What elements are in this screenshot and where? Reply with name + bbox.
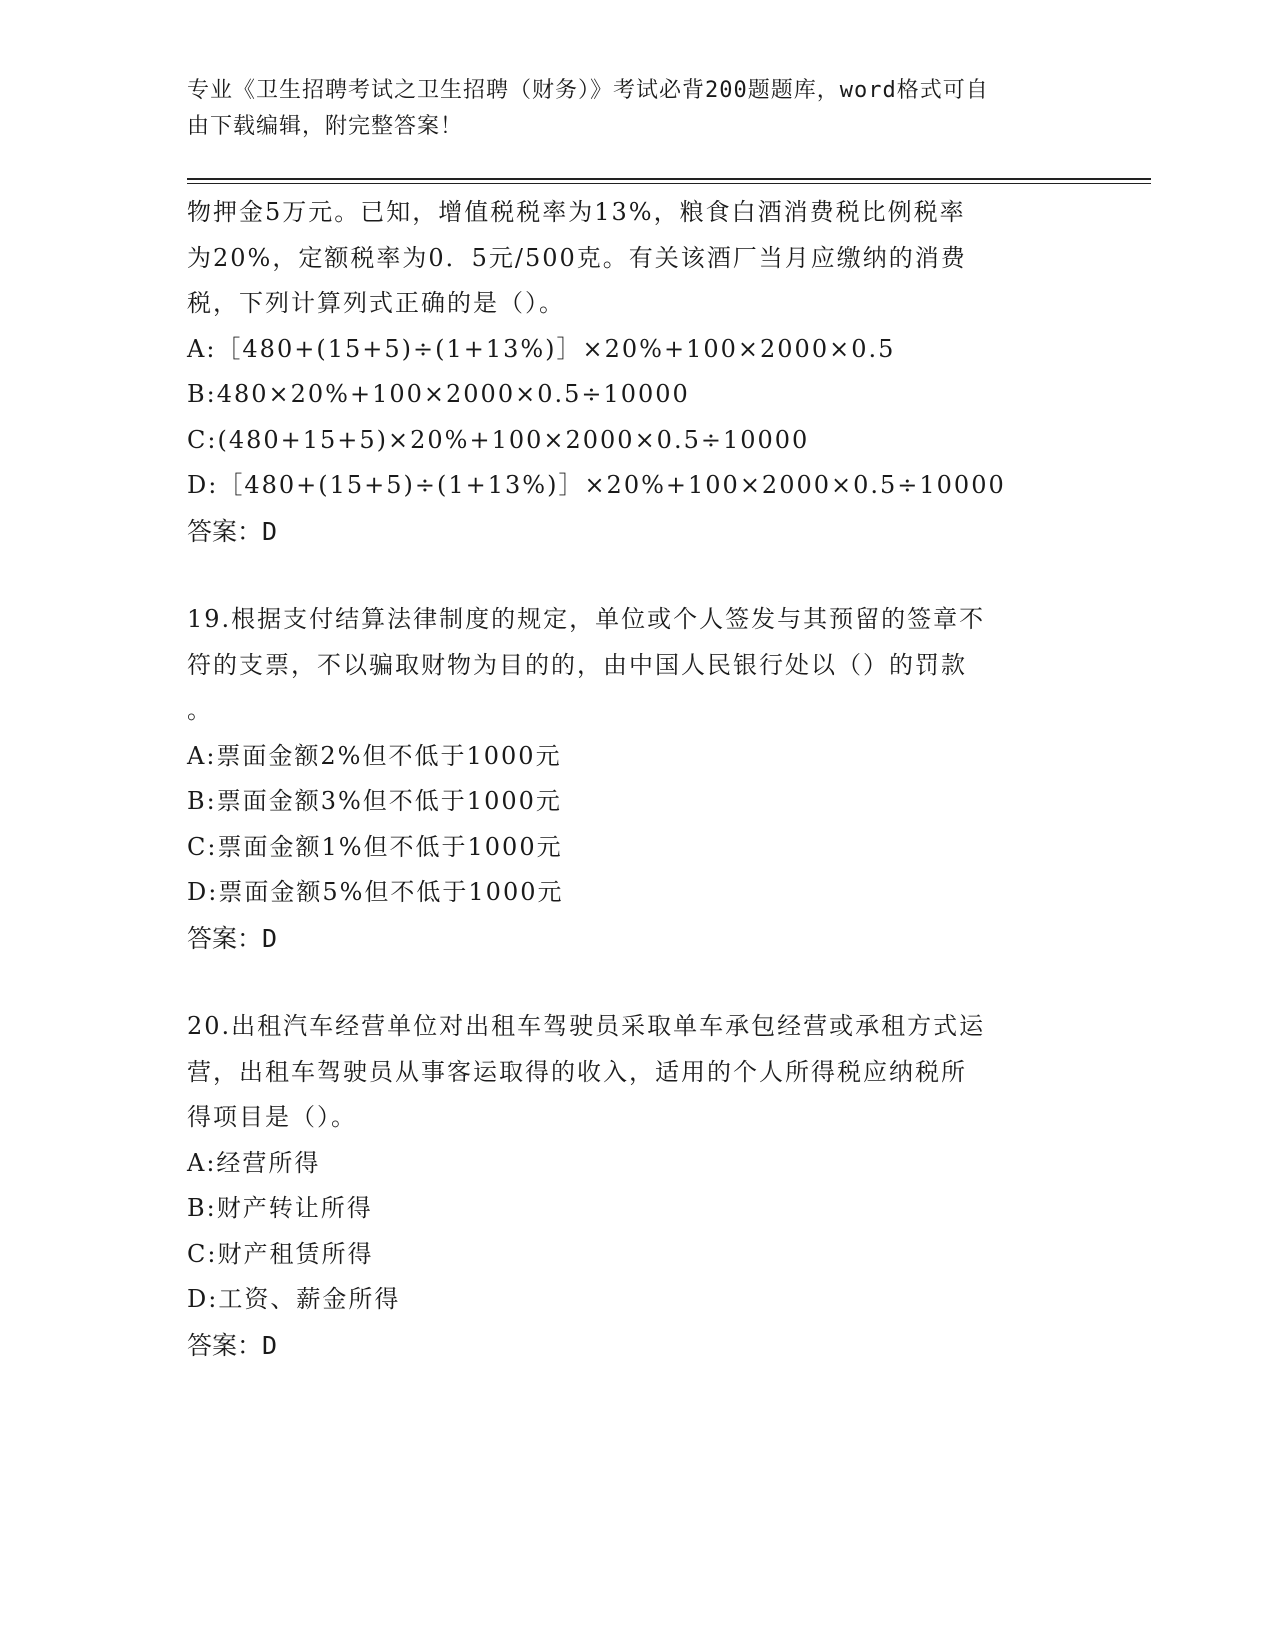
answer-label: 答案：D [187, 923, 278, 953]
answer-label: 答案：D [187, 516, 278, 546]
option-d: D:［480+(15+5)÷(1+13%)］×20%+100×2000×0.5÷10000 [187, 471, 1006, 499]
question-20 [187, 1004, 1087, 1368]
option-a: A:票面金额2%但不低于1000元 [187, 741, 562, 770]
option-c: C:财产租赁所得 [187, 1239, 374, 1268]
option-a: A:经营所得 [187, 1148, 321, 1177]
question-18 [187, 190, 1087, 554]
question-stem-line: 营，出租车驾驶员从事客运取得的收入，适用的个人所得税应纳税所 [187, 1057, 967, 1086]
question-stem-line: 物押金5万元。已知，增值税税率为13%，粮食白酒消费税比例税率 [187, 198, 966, 226]
question-stem-line: 。 [187, 696, 213, 724]
question-stem-line: 符的支票，不以骗取财物为目的的，由中国人民银行处以（）的罚款 [187, 650, 967, 679]
header-line-2: 由下载编辑，附完整答案！ [187, 114, 464, 139]
question-stem-line: 得项目是（）。 [187, 1103, 357, 1131]
option-c: C:(480+15+5)×20%+100×2000×0.5÷10000 [187, 425, 810, 454]
document-header [187, 73, 1067, 145]
question-stem-line: 19.根据支付结算法律制度的规定，单位或个人签发与其预留的签章不 [187, 605, 986, 633]
header-line-1: 专业《卫生招聘考试之卫生招聘（财务）》考试必背200题题库，word格式可自 [187, 78, 989, 103]
answer-label: 答案：D [187, 1330, 278, 1360]
option-d: D:工资、薪金所得 [187, 1285, 401, 1313]
question-list [187, 190, 1087, 1368]
header-divider [187, 178, 1151, 184]
question-stem-line: 为20%，定额税率为0．5元/500克。有关该酒厂当月应缴纳的消费 [187, 243, 967, 272]
question-stem-line: 20.出租汽车经营单位对出租车驾驶员采取单车承包经营或承租方式运 [187, 1012, 986, 1040]
option-d: D:票面金额5%但不低于1000元 [187, 878, 564, 906]
option-b: B:480×20%+100×2000×0.5÷10000 [187, 380, 690, 408]
question-stem-line: 税，下列计算列式正确的是（）。 [187, 289, 565, 317]
option-c: C:票面金额1%但不低于1000元 [187, 832, 563, 861]
question-spacer [187, 554, 1087, 597]
option-b: B:财产转让所得 [187, 1194, 373, 1222]
option-b: B:票面金额3%但不低于1000元 [187, 787, 562, 815]
option-a: A:［480+(15+5)÷(1+13%)］×20%+100×2000×0.5 [187, 334, 896, 363]
question-spacer [187, 961, 1087, 1004]
question-19 [187, 597, 1087, 961]
